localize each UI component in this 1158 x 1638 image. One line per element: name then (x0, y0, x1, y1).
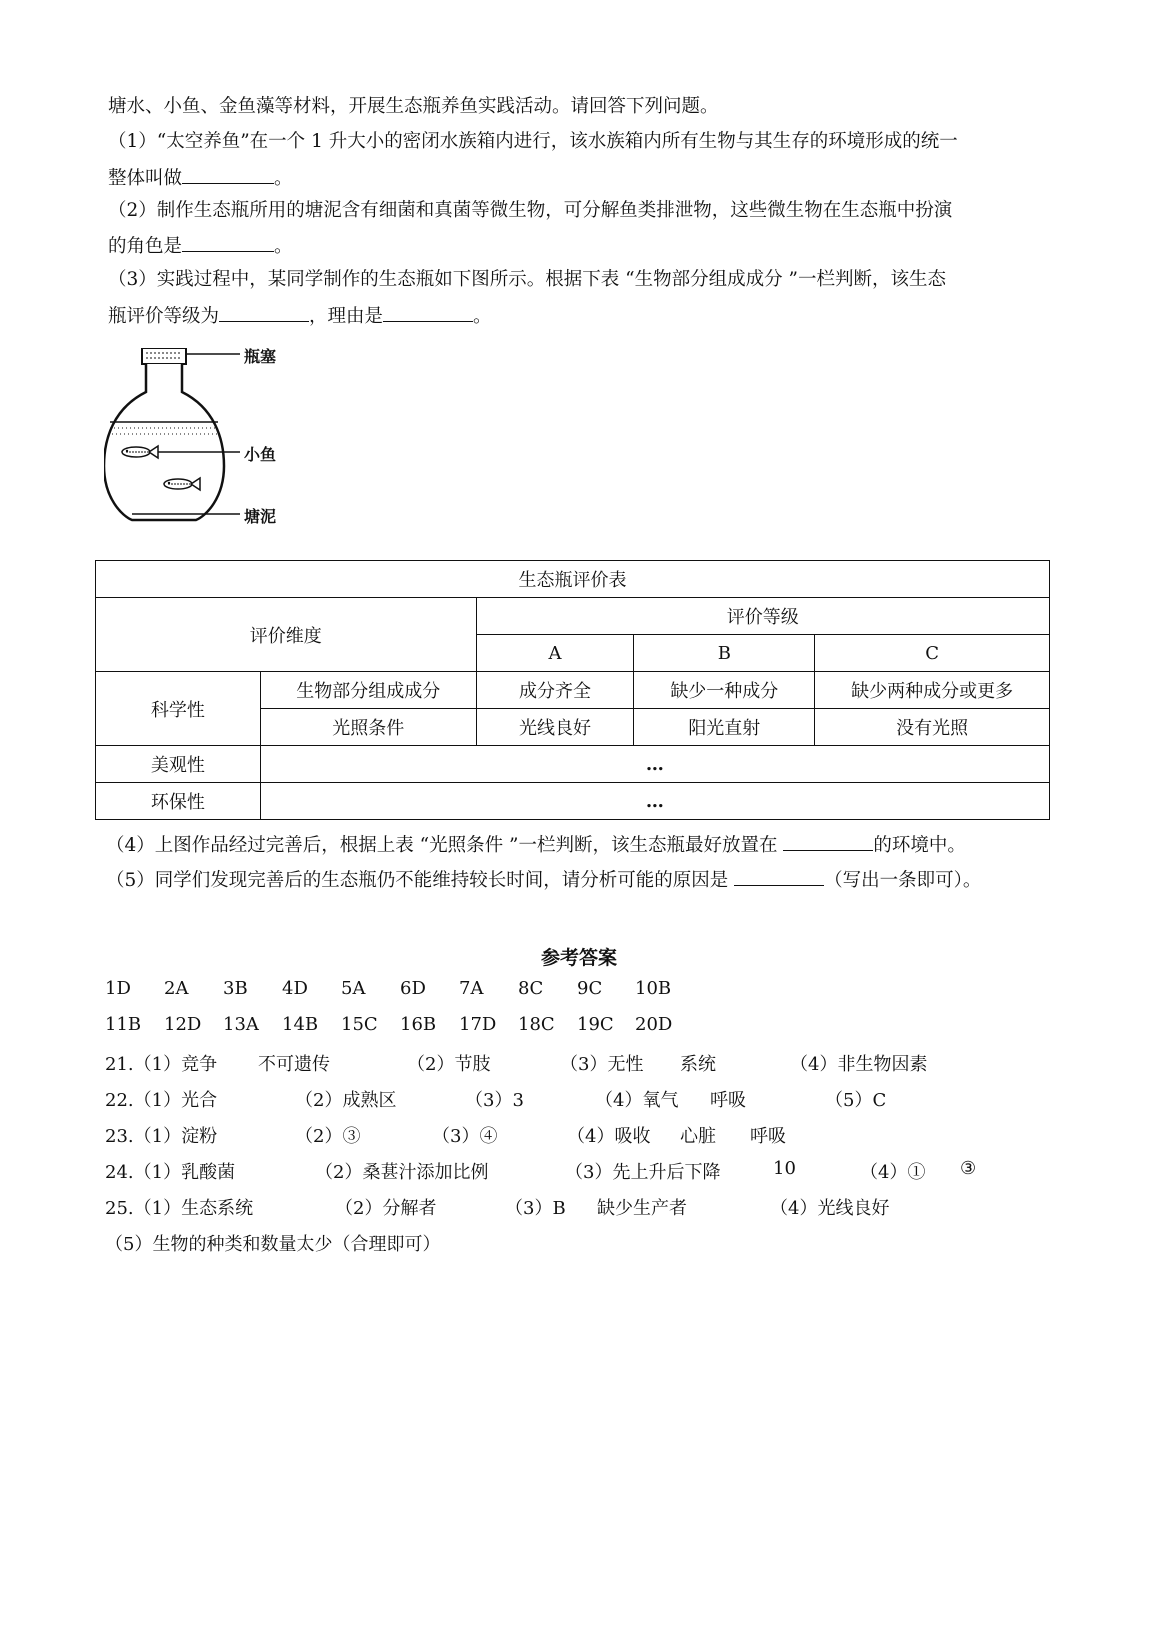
answer-item: （3）3 (465, 1090, 524, 1111)
answer-22-row (105, 1086, 1005, 1110)
bottle-stopper-shape (142, 348, 186, 364)
q2-answer-blank[interactable] (182, 233, 274, 252)
level-b-header: B (634, 635, 815, 672)
dimension-header: 评价维度 (96, 598, 477, 672)
evaluation-table (95, 560, 1050, 820)
answer-item: （5）C (825, 1090, 887, 1111)
intro-line: 塘水、小鱼、金鱼藻等材料，开展生态瓶养鱼实践活动。请回答下列问题。 (108, 96, 719, 117)
category-cell: 科学性 (96, 672, 261, 746)
q2-line1: （2）制作生态瓶所用的塘泥含有细菌和真菌等微生物，可分解鱼类排泄物，这些微生物在生态瓶中扮演 (108, 200, 953, 221)
mc-answer: 5A (341, 978, 366, 999)
answers-title: 参考答案 (540, 947, 617, 969)
level-c-header: C (815, 635, 1050, 672)
category-cell: 环保性 (96, 783, 261, 820)
table-title: 生态瓶评价表 (96, 561, 1050, 598)
item-cell: 生物部分组成成分 (260, 672, 476, 709)
mc-answer: 15C (341, 1014, 378, 1035)
answer-item: 呼吸 (710, 1090, 746, 1111)
mc-answer: 6D (400, 978, 426, 999)
eco-bottle-figure (104, 348, 304, 548)
fish-label: 小鱼 (244, 445, 277, 464)
mc-answer: 3B (223, 978, 248, 999)
mc-answer: 19C (577, 1014, 614, 1035)
answer-item: （2）成熟区 (295, 1090, 397, 1111)
answer-25-part5: （5）生物的种类和数量太少（合理即可） (105, 1234, 441, 1255)
mc-answer: 17D (459, 1014, 497, 1035)
answer-item: （2）分解者 (335, 1198, 437, 1219)
answer-item: 缺少生产者 (597, 1198, 687, 1219)
q1-line2 (108, 165, 293, 191)
answer-item: 21.（1）竞争 (105, 1054, 218, 1075)
stopper-label: 瓶塞 (244, 347, 277, 366)
answer-23-row (105, 1122, 1005, 1146)
q5-prefix: （5）同学们发现完善后的生态瓶仍不能维持较长时间，请分析可能的原因是 (106, 870, 735, 891)
q1-answer-blank[interactable] (182, 165, 274, 184)
answer-item: 24.（1）乳酸菌 (105, 1162, 236, 1183)
q1-suffix: 。 (274, 168, 293, 189)
answer-item: 22.（1）光合 (105, 1090, 218, 1111)
table-row (96, 783, 1050, 820)
level-header: 评价等级 (476, 598, 1049, 635)
q3-line1: （3）实践过程中，某同学制作的生态瓶如下图所示。根据下表 “生物部分组成成分 ”一栏判断，该生态 (108, 269, 946, 290)
answer-item: （3）④ (432, 1126, 498, 1147)
q2-prefix: 的角色是 (108, 236, 183, 257)
ellipsis-cell: … (260, 746, 1049, 783)
answer-item: （4）吸收 (567, 1126, 651, 1147)
mc-answers-row-1 (105, 978, 1005, 1002)
mc-answer: 10B (635, 978, 672, 999)
q1-prefix: 整体叫做 (108, 168, 183, 189)
answer-item: 23.（1）淀粉 (105, 1126, 218, 1147)
q3-suffix: 。 (473, 306, 492, 327)
q4-answer-blank[interactable] (783, 832, 873, 851)
answer-item: 25.（1）生态系统 (105, 1198, 254, 1219)
mc-answer: 13A (223, 1014, 259, 1035)
answer-item: （3）先上升后下降 (565, 1162, 721, 1183)
value-cell: 缺少一种成分 (634, 672, 815, 709)
table-row (96, 746, 1050, 783)
answer-item: 呼吸 (750, 1126, 786, 1147)
mc-answer: 7A (459, 978, 484, 999)
q4-suffix: 的环境中。 (873, 835, 966, 856)
answer-item: （3）无性 (560, 1054, 644, 1075)
answer-item: 心脏 (680, 1126, 716, 1147)
answer-item: （4）氧气 (595, 1090, 679, 1111)
mc-answer: 14B (282, 1014, 319, 1035)
q2-line2 (108, 233, 293, 259)
answer-item: （2）节肢 (407, 1054, 491, 1075)
category-cell: 美观性 (96, 746, 261, 783)
mc-answer: 1D (105, 978, 131, 999)
answer-item: （4）非生物因素 (790, 1054, 928, 1075)
mc-answer: 2A (164, 978, 189, 999)
answer-21-row (105, 1050, 1005, 1074)
table-row (96, 672, 1050, 709)
q2-suffix: 。 (274, 236, 293, 257)
answer-item: （4）光线良好 (770, 1198, 890, 1219)
q3-line2 (108, 303, 492, 329)
value-cell: 阳光直射 (634, 709, 815, 746)
mc-answer: 9C (577, 978, 603, 999)
q1-line1: （1）“太空养鱼”在一个 1 升大小的密闭水族箱内进行，该水族箱内所有生物与其生存的环境形成的统一 (108, 131, 958, 152)
mc-answer: 16B (400, 1014, 437, 1035)
q3-reason-blank[interactable] (383, 303, 473, 322)
q4-line (106, 832, 966, 858)
mc-answer: 11B (105, 1014, 142, 1035)
q5-line (106, 867, 981, 893)
answer-item: （4）① (860, 1162, 926, 1183)
q3-grade-blank[interactable] (219, 303, 309, 322)
answer-item: ③ (960, 1158, 977, 1179)
q3-prefix: 瓶评价等级为 (108, 306, 220, 327)
mc-answer: 20D (635, 1014, 673, 1035)
answer-item: 系统 (680, 1054, 716, 1075)
level-a-header: A (476, 635, 634, 672)
mc-answer: 4D (282, 978, 308, 999)
answer-item: （2）③ (295, 1126, 361, 1147)
answer-item: （3）B (505, 1198, 566, 1219)
q3-mid: ，理由是 (309, 306, 384, 327)
mc-answers-row-2 (105, 1014, 1005, 1038)
bottle-body (104, 364, 224, 520)
mc-answer: 12D (164, 1014, 202, 1035)
answer-item: 10 (773, 1158, 796, 1179)
q5-answer-blank[interactable] (734, 867, 824, 886)
answer-25-row (105, 1194, 1005, 1218)
value-cell: 没有光照 (815, 709, 1050, 746)
value-cell: 缺少两种成分或更多 (815, 672, 1050, 709)
mc-answer: 8C (518, 978, 544, 999)
item-cell: 光照条件 (260, 709, 476, 746)
mud-label: 塘泥 (244, 507, 277, 526)
answer-item: （2）桑葚汁添加比例 (315, 1162, 489, 1183)
answer-item: 不可遗传 (258, 1054, 330, 1075)
q4-prefix: （4）上图作品经过完善后，根据上表 “光照条件 ”一栏判断，该生态瓶最好放置在 (106, 835, 784, 856)
value-cell: 光线良好 (476, 709, 634, 746)
value-cell: 成分齐全 (476, 672, 634, 709)
ellipsis-cell: … (260, 783, 1049, 820)
mc-answer: 18C (518, 1014, 555, 1035)
answer-24-row (105, 1158, 1055, 1182)
q5-suffix: （写出一条即可）。 (824, 870, 982, 891)
